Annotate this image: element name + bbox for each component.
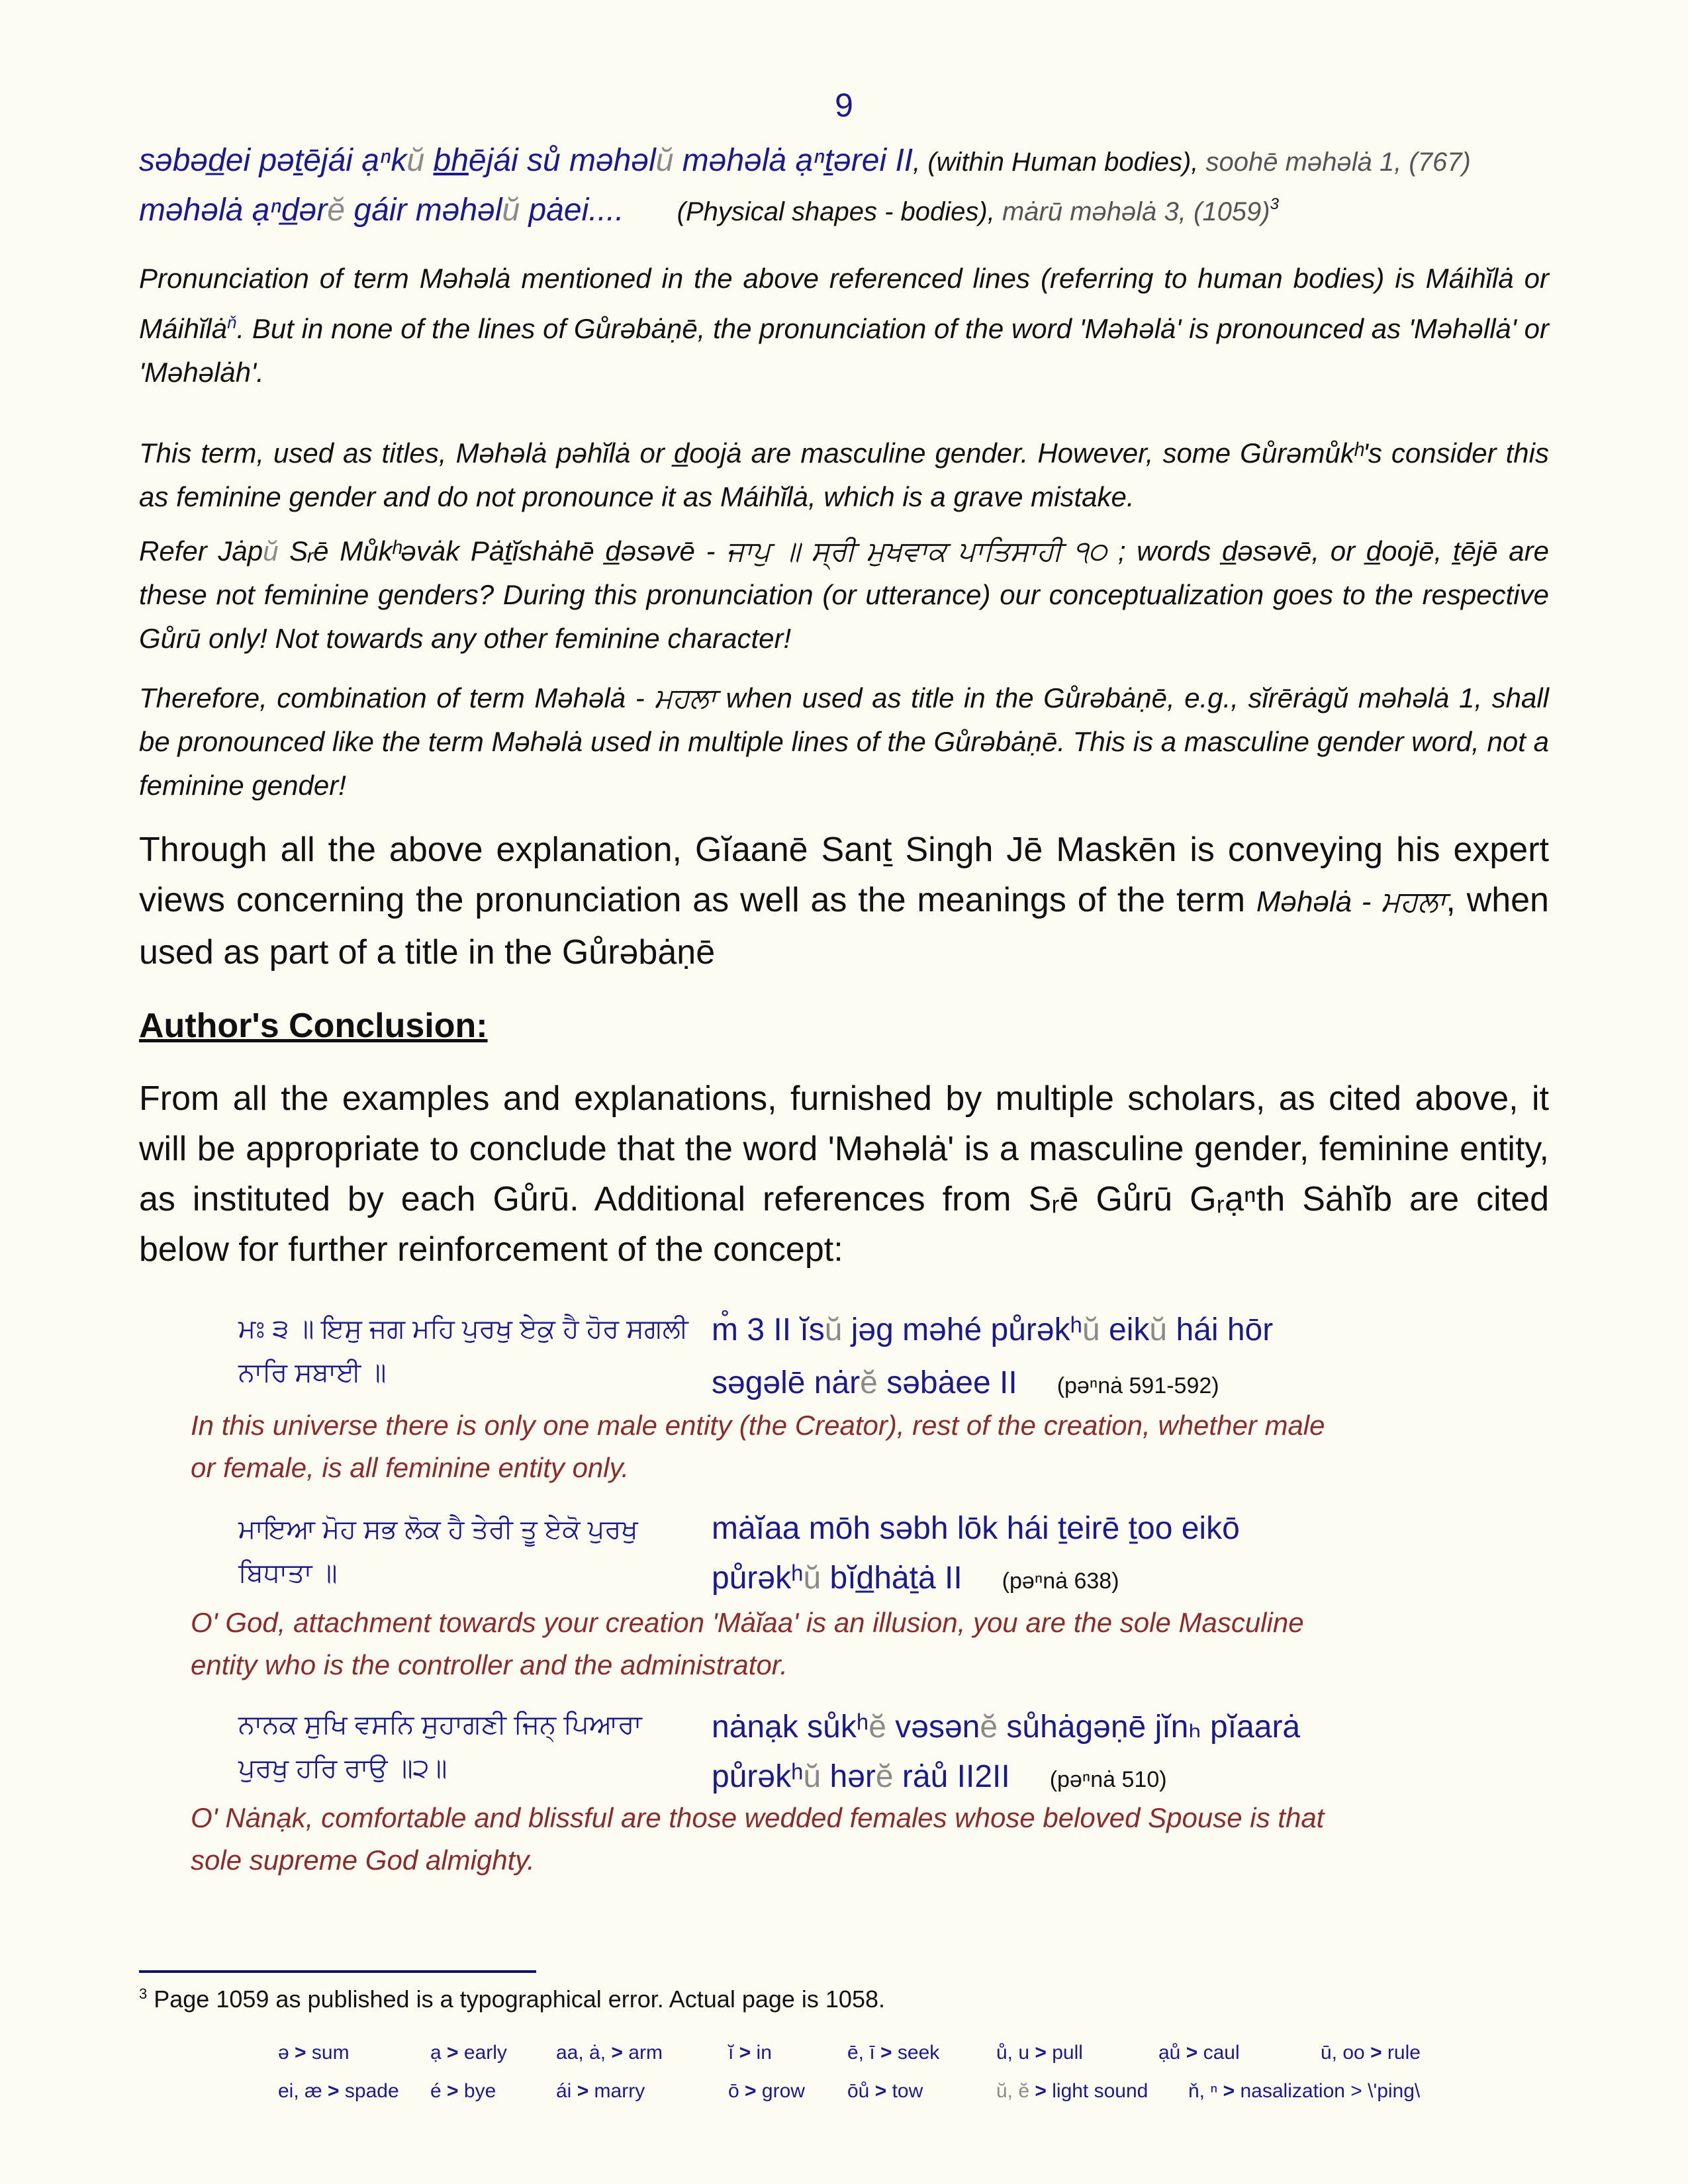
translit-segment: jəg məhé půrəkʰ (842, 1312, 1083, 1347)
legend-arrow: > (611, 2042, 629, 2064)
legend-arrow: > (745, 2080, 762, 2102)
light-vowel: ŭ (803, 1561, 821, 1596)
paragraph-refer (139, 529, 1549, 660)
legend-item (996, 2042, 1083, 2064)
text: . But in none of the lines of Gůrəbȧṇē, the pronunciation of the word 'Məhəlȧ' is pronounced as 'Məhəllȧ' or 'Məhəlȧh'. (139, 313, 1549, 388)
footnote-ref[interactable]: 3 (1270, 195, 1279, 213)
legend-key: ū, oo (1321, 2042, 1371, 2064)
legend-key: aa, ȧ, (556, 2042, 612, 2064)
translit-segment: nȧnạk sůkʰ (712, 1709, 869, 1745)
translit-segment: gáir məhəl (345, 193, 502, 228)
verse-translit-line1 (712, 1701, 1300, 1754)
light-vowel: ĕ (860, 1365, 878, 1400)
quote-source: soohē məhəlȧ 1, (767) (1198, 148, 1471, 177)
page-reference: (pəⁿnȧ 510) (1049, 1767, 1167, 1792)
translit-segment: rȧů II2II (893, 1759, 1010, 1794)
verse-meaning: O' Nȧnạk, comfortable and blissful are those wedded females whose beloved Spouse is that sole supreme God almighty. (191, 1802, 1325, 1876)
quote-translit (139, 193, 624, 228)
legend-arrow: > (295, 2042, 312, 2064)
legend-value: arm (628, 2042, 663, 2064)
translit-segment: hər (821, 1759, 876, 1794)
translit-segment: səbəd̲ei pəṯējái ạⁿk (139, 143, 407, 178)
translit-segment: mȧĭaa mōh səbh lōk hái ṯeirē ṯoo eikō (712, 1511, 1240, 1546)
legend-item (1321, 2042, 1421, 2064)
translit-segment: vəsən (886, 1709, 980, 1745)
legend-value: early (463, 2042, 507, 2064)
translit-segment: hái hōr (1167, 1312, 1274, 1347)
translit (712, 1365, 1017, 1400)
legend-value: caul (1203, 2042, 1240, 2064)
text: Pronunciation of term Məhəlȧ mentioned in the above referenced lines (referring to human bodies) is Máihĭlȧ or Máihĭlȧ (139, 263, 1549, 344)
legend-value: light sound (1052, 2080, 1149, 2102)
text: Refer Jȧp (139, 535, 263, 567)
translit-segment: eik (1100, 1312, 1150, 1347)
legend-item (728, 2042, 772, 2064)
legend-key: ō (728, 2080, 745, 2102)
verse-translit-line1 (712, 1304, 1273, 1357)
nasal-mark: ň (227, 312, 237, 332)
legend-item (847, 2042, 939, 2064)
paragraph-therefore: Therefore, combination of term Məhəlȧ - ਮਹਲਾ when used as title in the Gůrəbȧṇē, e.g., sĭrērȧgŭ məhəlȧ 1, shall be pronounced like the term Məhəlȧ used in multiple lines of the Gůrəbȧṇē. This is a masculine gender word, not a feminine gender! (139, 682, 1549, 801)
legend-item (996, 2080, 1148, 2103)
legend-item (556, 2080, 645, 2103)
legend-key: ů, u (996, 2042, 1035, 2064)
translit (712, 1561, 962, 1596)
legend-value: spade (344, 2080, 399, 2102)
legend-arrow: > (1035, 2042, 1053, 2064)
conclusion-heading: Author's Conclusion: (139, 1007, 488, 1045)
legend-value: bye (463, 2080, 496, 2102)
legend-value: pull (1052, 2042, 1083, 2064)
legend-key: ạů (1158, 2042, 1186, 2064)
translit-segment: məhəlȧ ạⁿd̲ər (139, 193, 328, 228)
term-mahala: Məhəlȧ - ਮਹਲਾ (1256, 886, 1446, 918)
quote-gloss: , (within Human bodies), (913, 148, 1199, 177)
verse-translit-line2 (712, 1552, 1119, 1608)
light-vowel: ŭ (824, 1312, 843, 1347)
legend-key: ŭ, ĕ (996, 2080, 1035, 2102)
quote-line-1 (139, 142, 1471, 179)
legend-item (556, 2042, 663, 2064)
legend-key: ē, ī (847, 2042, 881, 2064)
legend-item (1158, 2042, 1240, 2064)
legend-item (728, 2080, 805, 2103)
legend-key: ái (556, 2080, 577, 2102)
legend-arrow: > (577, 2080, 594, 2102)
translit-segment: məhəlȧ ạⁿṯərei II (673, 143, 914, 178)
text: Through all the above explanation, Gĭaanē Sanṯ Singh Jē Maskēn is conveying his expert views concerning the pronunciation as well as the meanings of the term (139, 831, 1549, 919)
page-reference: (pəⁿnȧ 638) (1002, 1569, 1119, 1594)
legend-value: in (756, 2042, 772, 2064)
page-number: 9 (835, 87, 853, 124)
legend-value: nasalization > \'ping\ (1240, 2080, 1421, 2102)
light-vowel: ŭ (655, 143, 674, 178)
legend-value: rule (1387, 2042, 1421, 2064)
legend-value: sum (311, 2042, 350, 2064)
legend-arrow: > (1186, 2042, 1203, 2064)
verse-translit-line1 (712, 1502, 1240, 1555)
light-vowel: ŭ (263, 535, 279, 567)
light-vowel: ĕ (868, 1709, 886, 1745)
paragraph-conclusion: From all the examples and explanations, furnished by multiple scholars, as cited above, it will be appropriate to conclude that the word 'Məhəlȧ' is a masculine gender, feminine entity, as instituted by each Gůrū. Additional references from Sᵣē Gůrū Gᵣạⁿth Sȧhĭb are cited below for further reinforcement of the concept: (139, 1079, 1549, 1269)
light-vowel: ĕ (875, 1759, 894, 1794)
translit (712, 1759, 1010, 1794)
legend-key: ə (278, 2042, 295, 2064)
translit-segment: pȧei.... (520, 193, 624, 228)
legend-key: ei, æ (278, 2080, 328, 2102)
verse-gurmukhi: ਮਃ ੩ ॥ ਇਸੁ ਜਗ ਮਹਿ ਪੁਰਖੁ ਏਕੁ ਹੈ ਹੋਰ ਸਗਲੀ ਨਾਰਿ ਸਬਾਈ ॥ (238, 1314, 688, 1387)
text: Sᵣē Můkʰəvȧk Pȧṯĭshȧhē d̲əsəvē - ਜਾਪੁ ॥ ਸ੍ਰੀ ਮੁਖਵਾਕ ਪਾਤਿਸਾਹੀ ੧੦ ; words d̲əsəvē, or d̲oojē, ṯējē are these not feminine genders? During this pronunciation (or utterance) our conceptualization goes to the respective Gůrū only! Not towards any other feminine character! (139, 535, 1549, 654)
legend-item (1188, 2080, 1420, 2103)
legend-item (847, 2080, 923, 2103)
legend-item (430, 2080, 496, 2103)
quote-line-2 (139, 192, 1279, 228)
translit-segment: ējái sů məhəl (468, 143, 656, 178)
translit-segment: səbȧee II (877, 1365, 1017, 1400)
legend-item (430, 2042, 507, 2064)
translit-segment: půrəkʰ (712, 1561, 804, 1596)
light-vowel: ŭ (803, 1759, 821, 1794)
light-vowel: ŭ (1082, 1312, 1100, 1347)
translit-segment: bh (433, 143, 469, 178)
legend-arrow: > (1223, 2080, 1241, 2102)
legend-value: grow (761, 2080, 805, 2102)
legend-key: ň, ⁿ (1188, 2080, 1223, 2102)
light-vowel: ĕ (327, 193, 346, 228)
legend-item (278, 2042, 350, 2064)
verse-meaning: O' God, attachment towards your creation 'Mȧĭaa' is an illusion, you are the sole Masculine entity who is the controller and the administrator. (191, 1607, 1304, 1680)
footnote (139, 1985, 885, 2013)
translit-segment: m̊ 3 II ĭs (712, 1312, 825, 1347)
verse-meaning: In this universe there is only one male entity (the Creator), rest of the creation, whether male or female, is all feminine entity only. (191, 1410, 1325, 1483)
legend-arrow: > (880, 2042, 898, 2064)
verse-gurmukhi: ਮਾਇਆ ਮੋਹ ਸਭ ਲੋਕ ਹੈ ਤੇਰੀ ਤੂ ਏਕੋ ਪੁਰਖੁ ਬਿਧਾਤਾ ॥ (238, 1515, 638, 1588)
legend-arrow: > (739, 2042, 757, 2064)
legend-arrow: > (1035, 2080, 1053, 2102)
light-vowel: ŭ (1149, 1312, 1168, 1347)
legend-item (278, 2080, 399, 2103)
legend-value: tow (892, 2080, 923, 2102)
quote-gloss: (Physical shapes - bodies), (677, 197, 995, 226)
light-vowel: ŭ (502, 193, 520, 228)
translit-segment: sůhȧgəṇē jĭnₕ pĭaarȧ (998, 1709, 1301, 1745)
text: , when used as part of a title in the Gůrəbȧṇē (139, 881, 1549, 972)
quote-source: mȧrū məhəlȧ 3, (1059) (994, 197, 1270, 226)
legend-value: seek (897, 2042, 940, 2064)
paragraph-titles: This term, used as titles, Məhəlȧ pəhĭlȧ or d̲oojȧ are masculine gender. However, some Gůrəmůkʰ's consider this as feminine gender and do not pronounce it as Máihĭlȧ, which is a grave mistake. (139, 437, 1549, 512)
paragraph-pronunciation (139, 257, 1549, 394)
light-vowel: ŭ (406, 143, 425, 178)
footnote-text: Page 1059 as published is a typographical error. Actual page is 1058. (147, 1985, 886, 2013)
translit-segment: půrəkʰ (712, 1759, 804, 1794)
legend-value: marry (594, 2080, 645, 2102)
legend-key: ĭ (728, 2042, 739, 2064)
quote-translit (139, 143, 913, 178)
translit-segment: bĭd̲hȧṯȧ II (821, 1561, 962, 1596)
footnote-divider (139, 1970, 536, 1973)
legend-key: é (430, 2080, 447, 2102)
legend-arrow: > (447, 2042, 464, 2064)
light-vowel: ĕ (980, 1709, 998, 1745)
footnote-mark: 3 (139, 1985, 148, 2002)
translit-segment: səgəlē nȧr (712, 1365, 861, 1400)
translit-segment (424, 143, 433, 178)
legend-arrow: > (447, 2080, 464, 2102)
legend-arrow: > (874, 2080, 892, 2102)
legend-arrow: > (1370, 2042, 1387, 2064)
legend-arrow: > (328, 2080, 345, 2102)
page-reference: (pəⁿnȧ 591-592) (1056, 1373, 1219, 1398)
paragraph-through (139, 825, 1549, 978)
legend-key: ạ (430, 2042, 447, 2064)
legend-key: ōů (847, 2080, 875, 2102)
verse-gurmukhi: ਨਾਨਕ ਸੁਖਿ ਵਸਨਿ ਸੁਹਾਗਣੀ ਜਿਨ੍ ਪਿਆਰਾ ਪੁਰਖੁ ਹਰਿ ਰਾਉ ॥੨॥ (238, 1710, 642, 1783)
